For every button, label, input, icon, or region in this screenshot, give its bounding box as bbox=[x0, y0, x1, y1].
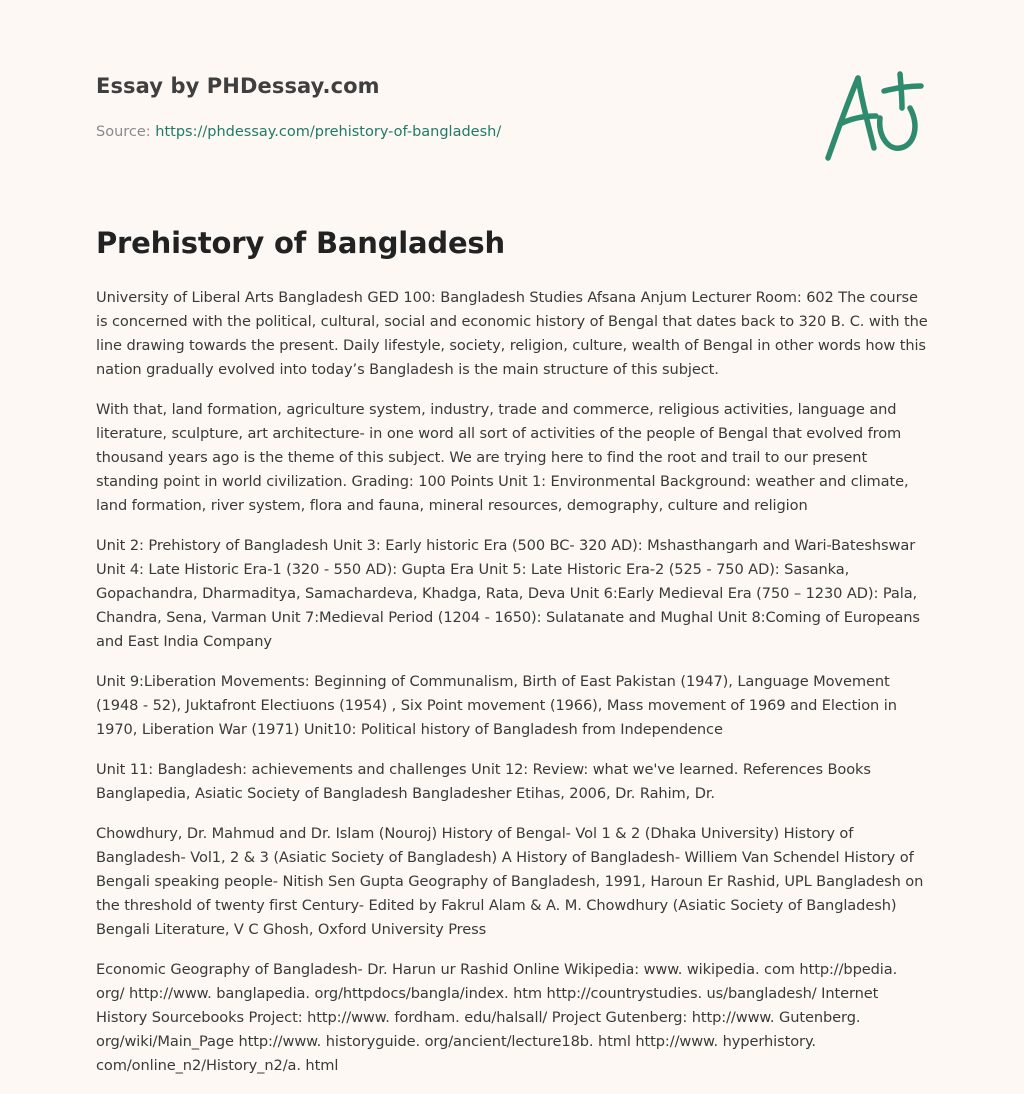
essay-paragraph: Economic Geography of Bangladesh- Dr. Harun ur Rashid Online Wikipedia: www. wikipedia. com http://bpedia. org/ http://www. banglapedia. org/httpdocs/bangla/index. htm http://countrystudies. us/bangladesh/ Internet History Sourcebooks Project: http://www. fordham. edu/halsall/ Project Gutenberg: http://www. Gutenberg. org/wiki/Main_Page http://www. historyguide. org/ancient/lecture18b. html http://www. hyperhistory. com/online_n2/History_n2/a. html bbox=[96, 961, 898, 1074]
site-title: Essay by PHDessay.com bbox=[96, 74, 380, 98]
a-plus-logo-icon bbox=[822, 64, 926, 168]
essay-body bbox=[96, 286, 928, 1094]
essay-paragraph: Chowdhury, Dr. Mahmud and Dr. Islam (Nouroj) History of Bengal- Vol 1 & 2 (Dhaka University) History of Bangladesh- Vol1, 2 & 3 (Asiatic Society of Bangladesh) A History of Bangladesh- Williem Van Schendel History of Bengali speaking people- Nitish Sen Gupta Geography of Bangladesh, 1991, Haroun Er Rashid, UPL Bangladesh on the threshold of twenty first Century- Edited by Fakrul Alam & A. M. Chowdhury (Asiatic Society of Bangladesh) Bengali Literature, V C Ghosh, Oxford University Press bbox=[96, 825, 924, 938]
essay-paragraph: Unit 2: Prehistory of Bangladesh Unit 3: Early historic Era (500 BC- 320 AD): Mshasthangarh and Wari-Bateshswar Unit 4: Late Historic Era-1 (320 - 550 AD): Gupta Era Unit 5: Late Historic Era-2 (525 - 750 AD): Sasanka, Gopachandra, Dharmaditya, Samachardeva, Khadga, Rata, Deva Unit 6:Early Medieval Era (750 – 1230 AD): Pala, Chandra, Sena, Varman Unit 7:Medieval Period (1204 - 1650): Sulatanate and Mughal Unit 8:Coming of Europeans and East India Company bbox=[96, 537, 920, 650]
essay-paragraph: With that, land formation, agriculture system, industry, trade and commerce, religious activities, language and literature, sculpture, art architecture- in one word all sort of activities of the people of Bengal that evolved from thousand years ago is the theme of this subject. We are trying here to find the root and trail to our present standing point in world civilization. Grading: 100 Points Unit 1: Environmental Background: weather and climate, land formation, river system, flora and fauna, mineral resources, demography, culture and religion bbox=[96, 401, 909, 514]
essay-paragraph: Unit 9:Liberation Movements: Beginning of Communalism, Birth of East Pakistan (1947), Language Movement (1948 - 52), Juktafront Electiuons (1954) , Six Point movement (1966), Mass movement of 1969 and Election in 1970, Liberation War (1971) Unit10: Political history of Bangladesh from Independence bbox=[96, 673, 897, 738]
essay-title: Prehistory of Bangladesh bbox=[96, 226, 505, 260]
source-line bbox=[96, 124, 501, 140]
source-label: Source: bbox=[96, 124, 156, 140]
essay-paragraph: University of Liberal Arts Bangladesh GED 100: Bangladesh Studies Afsana Anjum Lecturer Room: 602 The course is concerned with the political, cultural, social and economic history of Bengal that dates back to 320 B. C. with the line drawing towards the present. Daily lifestyle, society, religion, culture, wealth of Bengal in other words how this nation gradually evolved into today’s Bangladesh is the main structure of this subject. bbox=[96, 289, 928, 378]
source-link[interactable]: https://phdessay.com/prehistory-of-bangladesh/ bbox=[155, 124, 502, 140]
essay-paragraph: Unit 11: Bangladesh: achievements and challenges Unit 12: Review: what we've learned. References Books Banglapedia, Asiatic Society of Bangladesh Bangladesher Etihas, 2006, Dr. Rahim, Dr. bbox=[96, 761, 871, 802]
